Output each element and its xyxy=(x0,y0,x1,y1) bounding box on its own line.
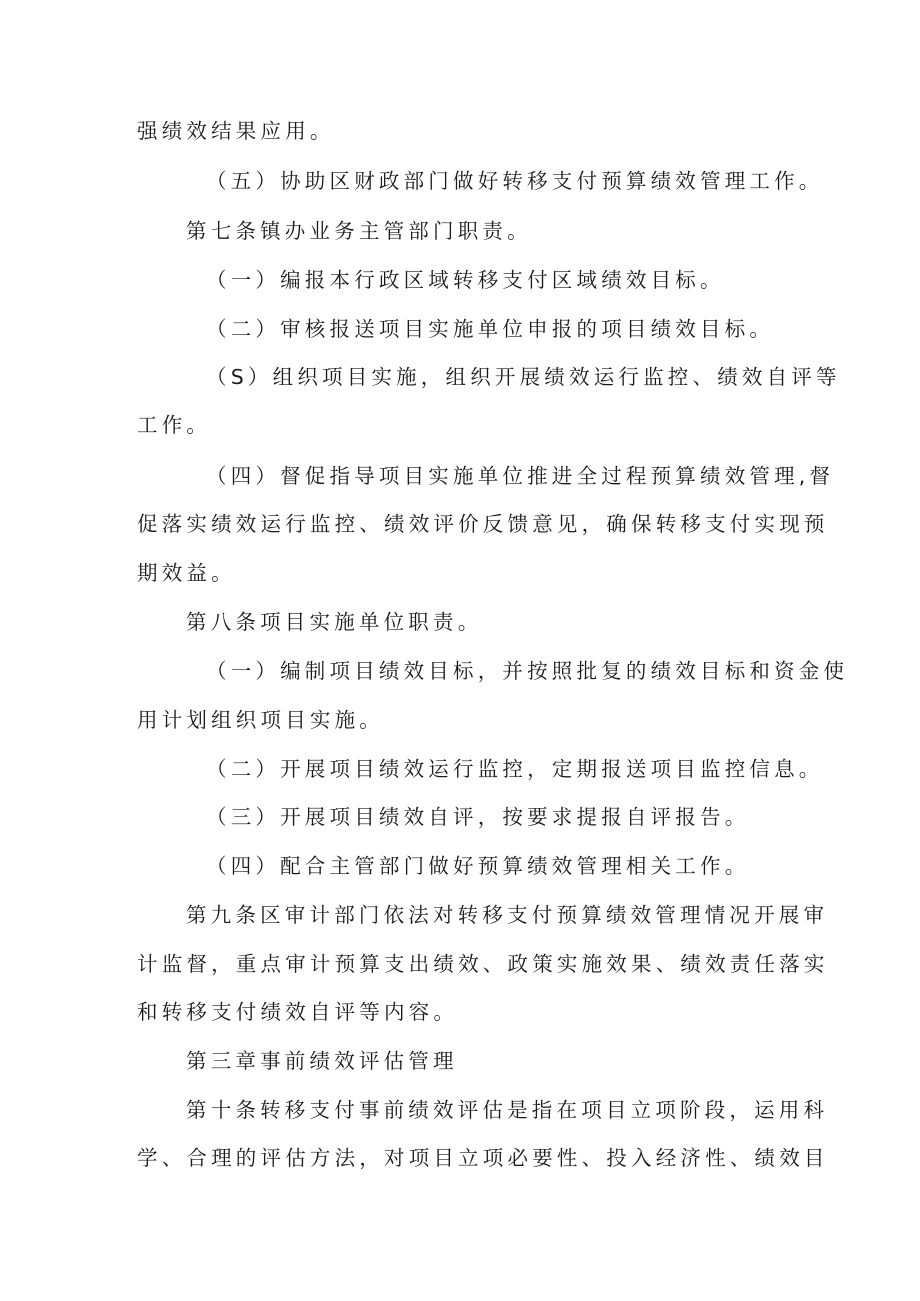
chapter-heading: 第三章事前绩效评估管理 xyxy=(186,1049,458,1073)
text-line: （S）组织项目实施，组织开展绩效运行监控、绩效自评等 xyxy=(206,365,841,389)
text-line: 促落实绩效运行监控、绩效评价反馈意见，确保转移支付实现预 xyxy=(137,512,829,536)
text-line: 强绩效结果应用。 xyxy=(137,119,335,143)
text-line: （四）督促指导项目实施单位推进全过程预算绩效管理,督 xyxy=(206,464,835,488)
text-line: （五）协助区财政部门做好转移支付预算绩效管理工作。 xyxy=(206,169,824,193)
text-line: 工作。 xyxy=(137,413,212,437)
text-line: 第九条区审计部门依法对转移支付预算绩效管理情况开展审 xyxy=(186,903,829,927)
text-line: 期效益。 xyxy=(137,561,236,585)
text-line: （三）开展项目绩效自评，按要求提报自评报告。 xyxy=(206,805,750,829)
text-line: 计监督，重点审计预算支出绩效、政策实施效果、绩效责任落实 xyxy=(137,952,829,976)
text-line: 第十条转移支付事前绩效评估是指在项目立项阶段，运用科 xyxy=(186,1098,829,1122)
text-line: （四）配合主管部门做好预算绩效管理相关工作。 xyxy=(206,854,750,878)
text-line: （一）编制项目绩效目标，并按照批复的绩效目标和资金使 xyxy=(206,659,849,683)
text-line: 用计划组织项目实施。 xyxy=(137,708,384,732)
text-line: （二）开展项目绩效运行监控，定期报送项目监控信息。 xyxy=(206,757,824,781)
section-heading: 第七条镇办业务主管部门职责。 xyxy=(186,219,532,243)
text-line: （二）审核报送项目实施单位申报的项目绩效目标。 xyxy=(206,317,775,341)
text-line: 和转移支付绩效自评等内容。 xyxy=(137,1000,459,1024)
text-line: 学、合理的评估方法，对项目立项必要性、投入经济性、绩效目 xyxy=(137,1146,829,1170)
section-heading: 第八条项目实施单位职责。 xyxy=(186,610,483,634)
text-line: （一）编报本行政区域转移支付区域绩效目标。 xyxy=(206,268,725,292)
